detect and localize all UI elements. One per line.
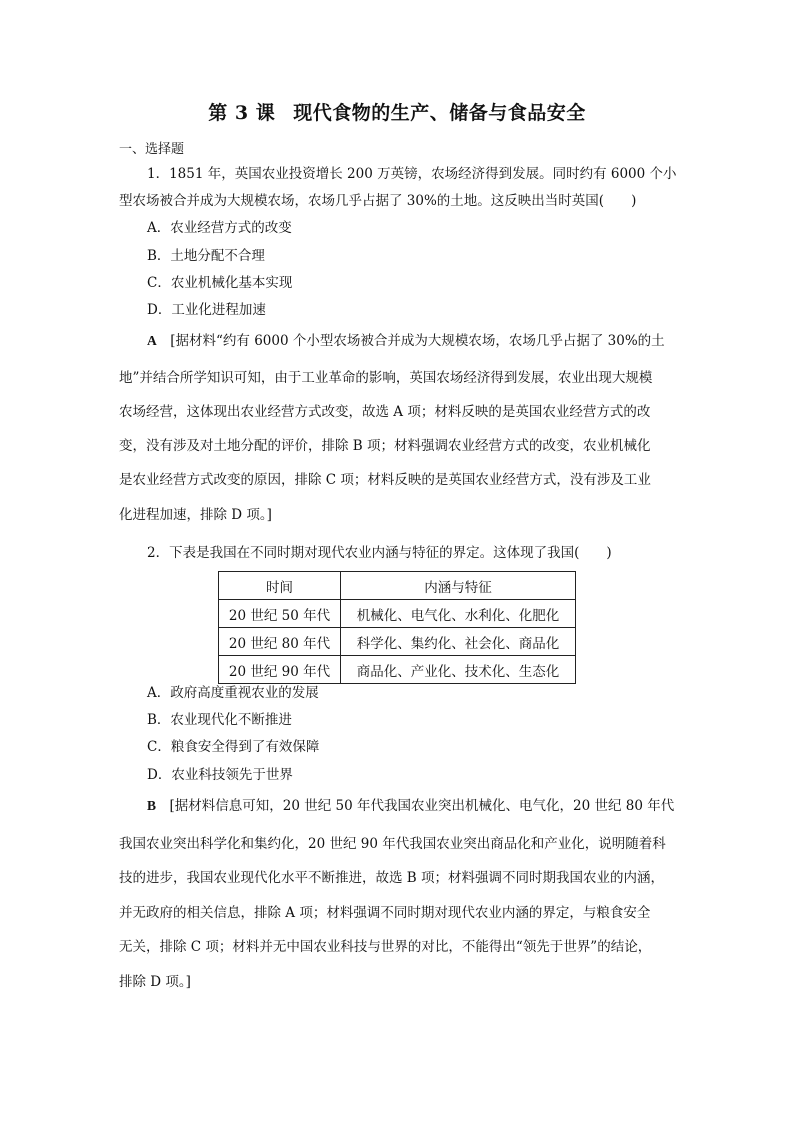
table-cell: 20 世纪 80 年代 [219,628,341,656]
table-cell: 20 世纪 90 年代 [219,656,341,684]
q2-analysis-text: [据材料信息可知，20 世纪 50 年代我国农业突出机械化、电气化，20 世纪 80 年代 [169,798,675,814]
lesson-title: 现代食物的生产、储备与食品安全 [293,102,586,124]
q2-analysis-line: 无关，排除 C 项；材料并无中国农业科技与世界的对比，不能得出“领先于世界”的结论， [119,939,652,955]
q1-analysis-line: 农场经营，这体现出农业经营方式改变，故选 A 项；材料反映的是英国农业经营方式的改 [119,404,651,420]
q1-option-b: B．土地分配不合理 [147,248,265,264]
q1-option-a: A．农业经营方式的改变 [147,220,292,236]
q1-stem-line: 型农场被合并成为大规模农场，农场几乎占据了 30%的土地。这反映出当时英国( ) [119,193,637,209]
table-cell: 科学化、集约化、社会化、商品化 [341,628,576,656]
q2-option-d: D．农业科技领先于世界 [147,767,293,783]
q2-option-b: B．农业现代化不断推进 [147,712,292,728]
q1-analysis-line: 变，没有涉及对土地分配的评价，排除 B 项；材料强调农业经营方式的改变，农业机械化 [119,438,651,454]
q2-analysis-line: 技的进步，我国农业现代化水平不断推进，故选 B 项；材料强调不同时期我国农业的内涵， [119,870,665,886]
q2-option-c: C．粮食安全得到了有效保障 [147,739,320,755]
q1-option-c: C．农业机械化基本实现 [147,275,293,291]
table-cell: 商品化、产业化、技术化、生态化 [341,656,576,684]
q2-option-a: A．政府高度重视农业的发展 [147,685,319,701]
page-title [0,98,794,125]
table-cell: 20 世纪 50 年代 [219,600,341,628]
q2-analysis-line: 我国农业突出科学化和集约化，20 世纪 90 年代我国农业突出商品化和产业化，说明随着科 [119,836,666,852]
q1-answer-key: A [147,333,157,348]
table-header-cell: 内涵与特征 [341,572,576,600]
table-header-cell: 时间 [219,572,341,600]
table-header-row [219,572,576,600]
section-heading: 一、选择题 [119,142,185,157]
q1-analysis-line: 是农业经营方式改变的原因，排除 C 项；材料反映的是英国农业经营方式，没有涉及工业 [119,472,651,488]
q1-analysis-line: 化进程加速，排除 D 项。] [119,507,272,523]
definition-table [218,571,576,684]
q2-answer-key: B [147,798,157,813]
q1-analysis-line [147,332,707,350]
q2-analysis-line: 排除 D 项。] [119,974,191,990]
q1-stem-line: 1．1851 年，英国农业投资增长 200 万英镑，农场经济得到发展。同时约有 6000 个小 [147,166,677,182]
q2-stem: 2．下表是我国在不同时期对现代农业内涵与特征的界定。这体现了我国( ) [147,545,612,561]
lesson-number: 第 3 课 [208,102,276,124]
q1-analysis-text: [据材料“约有 6000 个小型农场被合并成为大规模农场，农场几乎占据了 30%的土 [170,333,665,349]
table-row [219,600,576,628]
q2-analysis-line [147,797,707,815]
table-cell: 机械化、电气化、水利化、化肥化 [341,600,576,628]
table-row [219,656,576,684]
q2-analysis-line: 并无政府的相关信息，排除 A 项；材料强调不同时期对现代农业内涵的界定，与粮食安全 [119,905,651,921]
q1-analysis-line: 地”并结合所学知识可知，由于工业革命的影响，英国农场经济得到发展，农业出现大规模 [119,370,653,386]
q1-option-d: D．工业化进程加速 [147,302,266,318]
table-row [219,628,576,656]
